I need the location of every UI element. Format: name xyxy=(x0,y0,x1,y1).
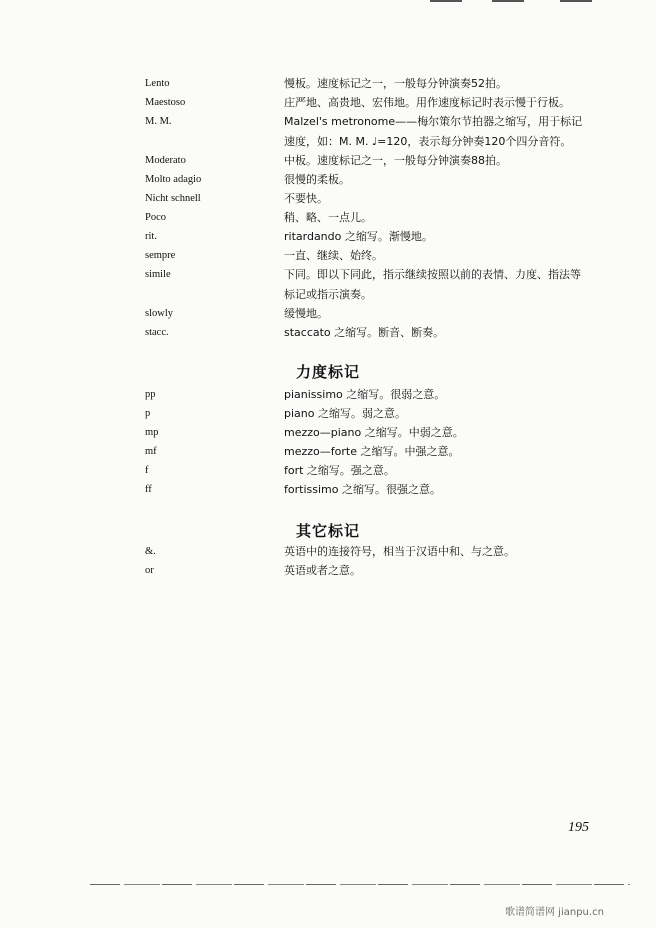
term: rit. xyxy=(145,231,157,242)
definition: 很慢的柔板。 xyxy=(284,173,350,186)
term: pp xyxy=(145,389,156,400)
definition-line: 标记或指示演奏。 xyxy=(284,288,372,301)
term: or xyxy=(145,565,154,576)
term: M. M. xyxy=(145,116,172,127)
definition: 不要快。 xyxy=(284,192,328,205)
definition-line: Malzel's metronome——梅尔策尔节拍器之缩写，用于标记 xyxy=(284,115,583,128)
term: mf xyxy=(145,446,157,457)
definition-line: 速度，如：M. M. ♩=120，表示每分钟奏120个四分音符。 xyxy=(284,135,572,148)
bottom-rule xyxy=(90,884,630,885)
term: mp xyxy=(145,427,159,438)
definition: pianissimo 之缩写。很弱之意。 xyxy=(284,388,446,401)
term: &. xyxy=(145,546,156,557)
term: Lento xyxy=(145,78,170,89)
term: Poco xyxy=(145,212,166,223)
term: Maestoso xyxy=(145,97,186,108)
term: sempre xyxy=(145,250,176,261)
term: simile xyxy=(145,269,171,280)
definition: 英语中的连接符号，相当于汉语中和、与之意。 xyxy=(284,545,515,558)
definition: ritardando 之缩写。渐慢地。 xyxy=(284,230,433,243)
definition: 中板。速度标记之一，一般每分钟演奏88拍。 xyxy=(284,154,507,167)
section-title-other: 其它标记 xyxy=(295,522,360,540)
definition: mezzo—piano 之缩写。中弱之意。 xyxy=(284,426,464,439)
section-title-dynamics: 力度标记 xyxy=(295,363,360,381)
definition xyxy=(284,265,614,305)
term: f xyxy=(145,465,149,476)
definition-line: 下同。即以下同此，指示继续按照以前的表情、力度、指法等 xyxy=(284,268,581,281)
term: Nicht schnell xyxy=(145,193,201,204)
site-watermark: 歌谱简谱网 jianpu.cn xyxy=(505,907,604,918)
definition: 一直、继续、始终。 xyxy=(284,249,383,262)
definition xyxy=(284,112,614,152)
definition: staccato 之缩写。断音、断奏。 xyxy=(284,326,445,339)
definition: 庄严地、高贵地、宏伟地。用作速度标记时表示慢于行板。 xyxy=(284,96,570,109)
term: p xyxy=(145,408,151,419)
top-scan-marks xyxy=(0,0,656,4)
definition: mezzo—forte 之缩写。中强之意。 xyxy=(284,445,460,458)
definition: 慢板。速度标记之一，一般每分钟演奏52拍。 xyxy=(284,77,507,90)
page-number: 195 xyxy=(568,820,589,835)
definition: 英语或者之意。 xyxy=(284,564,361,577)
definition: fort 之缩写。强之意。 xyxy=(284,464,395,477)
term: ff xyxy=(145,484,152,495)
definition: piano 之缩写。弱之意。 xyxy=(284,407,406,420)
term: Molto adagio xyxy=(145,174,202,185)
term: slowly xyxy=(145,308,174,319)
definition: fortissimo 之缩写。很强之意。 xyxy=(284,483,441,496)
term: stacc. xyxy=(145,327,169,338)
definition: 稍、略、一点儿。 xyxy=(284,211,372,224)
term: Moderato xyxy=(145,155,186,166)
definition: 缓慢地。 xyxy=(284,307,328,320)
